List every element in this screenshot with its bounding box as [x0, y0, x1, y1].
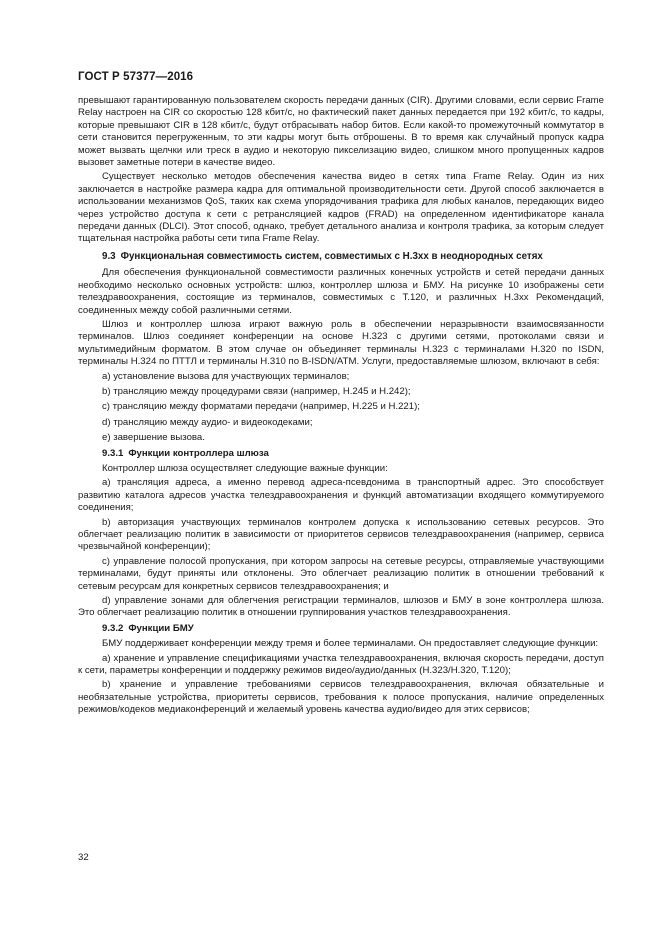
section-title: Функциональная совместимость систем, совместимых с H.3xx в неоднородных сетях [120, 250, 543, 262]
paragraph: c) управление полосой пропускания, при котором запросы на сетевые ресурсы, отправляемые участвующими терминалами, будут приняты или отклонены. Это облегчает реализацию политик в отношении требований к сетевым ресурсам для конкретных сервисов телездравоохранения; и [78, 555, 604, 592]
paragraph: БМУ поддерживает конференции между тремя и более терминалами. Он предоставляет следующие функции: [102, 638, 599, 650]
section-title: Функции БМУ [128, 622, 194, 634]
paragraph: а) трансляция адреса, а именно перевод адреса-псевдонима в транспортный адрес. Это способствует развитию каталога адресов участка телездравоохранения и функций автоматизации входящего коммутируемого соединения; [78, 477, 604, 514]
paragraph: b) авторизация участвующих терминалов контролем допуска к использованию сетевых ресурсов. Это облегчает реализацию политик в зависимости от приоритетов сервисов телездравоохранения (например, сервиса чрезвычайной конференции); [78, 516, 604, 553]
paragraph: Для обеспечения функциональной совместимости различных конечных устройств и сетей передачи данных необходимо несколько основных устройств: шлюз, контроллер шлюза и БМУ. На рисунке 10 изображены сети телездравоохранения, состоящие из терминалов, совместимых с Т.120, и различных H.3xx Рекомендаций, соединенных между собой различными сетями. [78, 267, 604, 316]
list-item: e) завершение вызова. [102, 432, 205, 444]
section-number: 9.3 [102, 250, 116, 262]
section-number: 9.3.1 [102, 447, 124, 459]
document-body [78, 95, 604, 719]
section-heading-9-3 [78, 251, 604, 263]
paragraph: превышают гарантированную пользователем скорость передачи данных (CIR). Другими словами, если сервис Frame Relay настроен на CIR со скоростью 128 кбит/с, но фактический пакет данных передается при 192 кбит/с, то кадры, которые превышают CIR в 128 кбит/с, будут отбрасывать набор битов. Если какой-то промежуточный коммутатор в сети становится перегруженным, то эти кадры могут быть отброшены. В то время как случайный пропуск кадра может вызвать щелчки или треск в аудио и некоторую пикселизацию видео, слишком много пропущенных кадров вызовет заметные потери в качестве видео. [78, 95, 604, 169]
section-number: 9.3.2 [102, 622, 124, 634]
list-item: b) трансляцию между процедурами связи (например, H.245 и H.242); [102, 385, 411, 397]
paragraph: Существует несколько методов обеспечения качества видео в сетях типа Frame Relay. Один из них заключается в настройке размера кадра для оптимальной производительности сети. Другой способ заключается в использовании механизмов QoS, таких как схема упорядочивания трафика для любых каналов, передающих видео через устройство доступа к сети с ретрансляцией кадров (FRAD) на определенном идентификаторе канала передачи данных (DLCI). Этот способ, однако, требует детального анализа и контроля трафика, за которым следует тщательная настройка работы сети типа Frame Relay. [78, 171, 604, 245]
paragraph: Шлюз и контроллер шлюза играют важную роль в обеспечении неразрывности взаимосвязанности терминалов. Шлюз соединяет конференции на основе H.323 с другими сетями, протоколами связи и мультимедийным форматом. В этом случае он объединяет терминалы H.323 с терминалами H.320 по ISDN, терминалы H.324 по ПТТЛ и терминалы H.310 по B-ISDN/ATM. Услуги, предоставляемые шлюзом, включают в себя: [78, 318, 604, 368]
document-code: ГОСТ Р 57377—2016 [78, 71, 194, 83]
section-title: Функции контроллера шлюза [128, 447, 269, 459]
list-item: а) установление вызова для участвующих терминалов; [102, 370, 350, 382]
page-number: 32 [78, 852, 89, 863]
paragraph: а) хранение и управление спецификациями участка телездравоохранения, включая скорость передачи, доступ к сети, параметры конференции и поддержку режимов видео/аудио/данных (H.323/H.320, T.120); [78, 652, 604, 677]
section-heading-9-3-2 [78, 623, 604, 635]
paragraph: d) управление зонами для облегчения регистрации терминалов, шлюзов и БМУ в зоне контроллера шлюза. Это облегчает реализацию политик в отношении группирования участков телездравоохранения. [78, 595, 604, 619]
list-item: d) трансляцию между аудио- и видеокодеками; [102, 416, 313, 428]
paragraph: Контроллер шлюза осуществляет следующие важные функции: [102, 462, 388, 474]
paragraph: b) хранение и управление требованиями сервисов телездравоохранения, включая обязательные и необязательные устройства, приоритеты сервисов, требования к полосе пропускания, наличие определенных режимов/кодеков медиаконференций и желаемый уровень качества аудио/видео для этих сервисов; [78, 679, 604, 716]
list-item: c) трансляцию между форматами передачи (например, H.225 и H.221); [102, 401, 420, 413]
section-heading-9-3-1 [78, 448, 604, 460]
